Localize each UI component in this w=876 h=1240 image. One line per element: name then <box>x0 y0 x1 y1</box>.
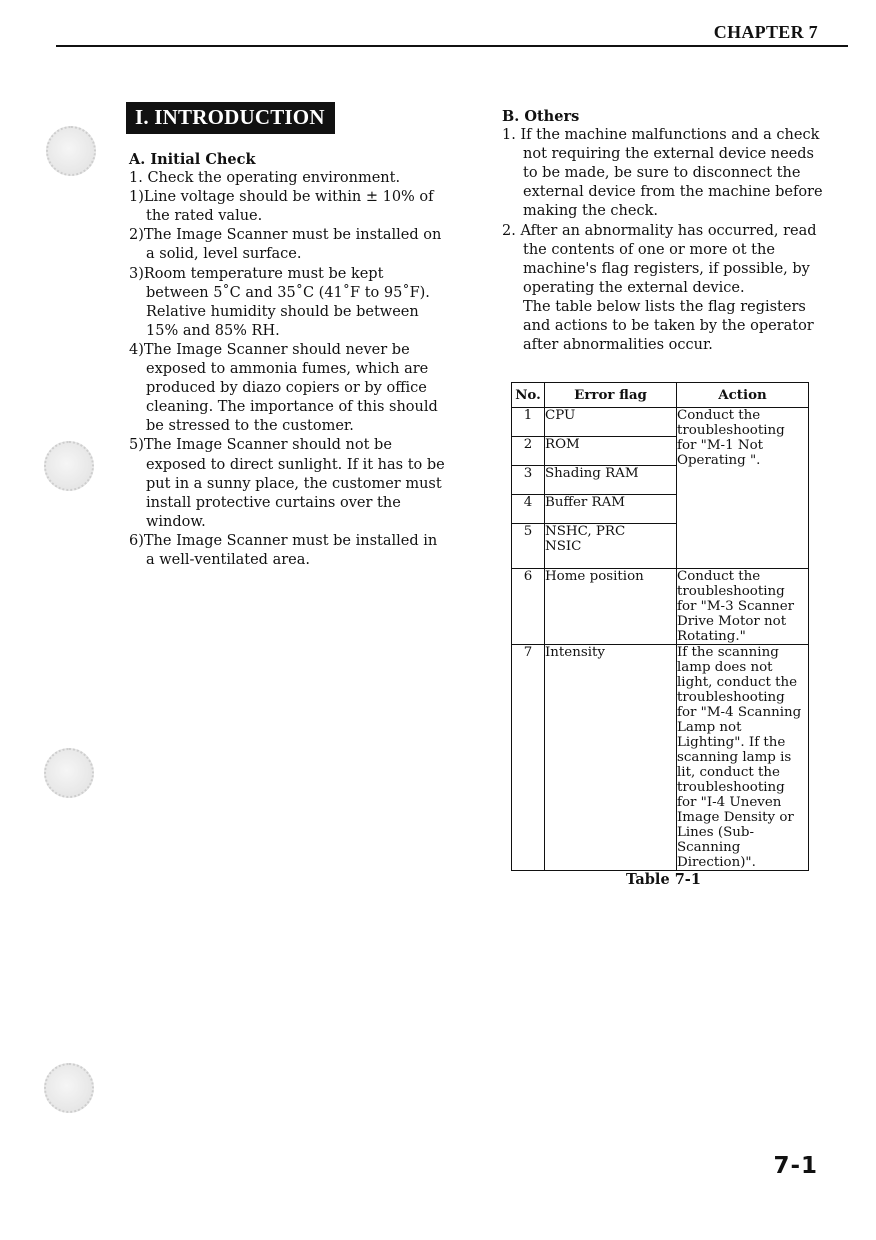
error-flag-table <box>511 382 809 871</box>
error-flag-text: NSHC, PRC NSIC <box>545 524 626 554</box>
row-number: 6 <box>512 569 545 645</box>
action-cell: Conduct the troubleshooting for "M-1 Not Operating ". <box>677 408 809 569</box>
table-row <box>512 569 809 645</box>
row-number: 4 <box>512 495 545 524</box>
others-section <box>502 107 832 355</box>
table-row <box>512 408 809 437</box>
initial-check-heading: A. Initial Check <box>129 151 256 168</box>
row-number: 5 <box>512 524 545 569</box>
initial-check-item: 6)The Image Scanner must be installed in a well-ventilated area. <box>129 532 438 568</box>
header-rule <box>56 45 848 47</box>
binder-hole-icon <box>44 441 94 491</box>
error-flag: Buffer RAM <box>545 495 677 524</box>
binder-hole-icon <box>44 1063 94 1113</box>
table-caption: Table 7-1 <box>626 871 701 888</box>
error-flag <box>545 524 677 569</box>
error-flag: Shading RAM <box>545 466 677 495</box>
row-number: 7 <box>512 645 545 871</box>
initial-check-item: 1. Check the operating environment. <box>129 170 401 187</box>
table-header-cell: No. <box>512 383 545 408</box>
others-item-continuation: The table below lists the flag registers and actions to be taken by the operator after abnormalities occur. <box>523 298 814 354</box>
action-cell: If the scanning lamp does not light, conduct the troubleshooting for "M-4 Scanning Lamp not Lighting". If the scanning lamp is lit, conduct the troubleshooting for "I-4 Uneven Image Density or Lines (Sub-Scanning Direction)". <box>677 645 809 871</box>
others-item: 2. After an abnormality has occurred, read the contents of one or more ot the machine's flag registers, if possible, by operating the external device. <box>502 222 817 296</box>
initial-check-item: 2)The Image Scanner must be installed on a solid, level surface. <box>129 227 442 263</box>
table-header-row <box>512 383 809 408</box>
initial-check-item: 4)The Image Scanner should never be exposed to ammonia fumes, which are produced by diazo copiers or by office cleaning. The importance of this should be stressed to the customer. <box>129 341 438 435</box>
section-title: I. INTRODUCTION <box>126 102 335 134</box>
error-flag: Intensity <box>545 645 677 871</box>
error-flag: ROM <box>545 437 677 466</box>
initial-check-item: 3)Room temperature must be kept between 5˚C and 35˚C (41˚F to 95˚F). Relative humidity should be between 15% and 85% RH. <box>129 265 430 339</box>
initial-check-item: 1)Line voltage should be within ± 10% of the rated value. <box>129 189 434 225</box>
action-cell: Conduct the troubleshooting for "M-3 Scanner Drive Motor not Rotating." <box>677 569 809 645</box>
table-header-cell: Error flag <box>545 383 677 408</box>
table-row <box>512 645 809 871</box>
initial-check-section <box>129 150 449 570</box>
others-item: 1. If the machine malfunctions and a check not requiring the external device needs to be made, be sure to disconnect the external device from the machine before making the check. <box>502 127 823 220</box>
row-number: 3 <box>512 466 545 495</box>
error-flag: CPU <box>545 408 677 437</box>
row-number: 2 <box>512 437 545 466</box>
binder-hole-icon <box>46 126 96 176</box>
row-number: 1 <box>512 408 545 437</box>
binder-hole-icon <box>44 748 94 798</box>
table-header-cell: Action <box>677 383 809 408</box>
chapter-header: CHAPTER 7 <box>713 22 818 42</box>
others-heading: B. Others <box>502 108 580 125</box>
initial-check-item: 5)The Image Scanner should not be exposed to direct sunlight. If it has to be put in a sunny place, the customer must install protective curtains over the window. <box>129 437 445 530</box>
page-number: 7-1 <box>773 1153 818 1179</box>
error-flag: Home position <box>545 569 677 645</box>
